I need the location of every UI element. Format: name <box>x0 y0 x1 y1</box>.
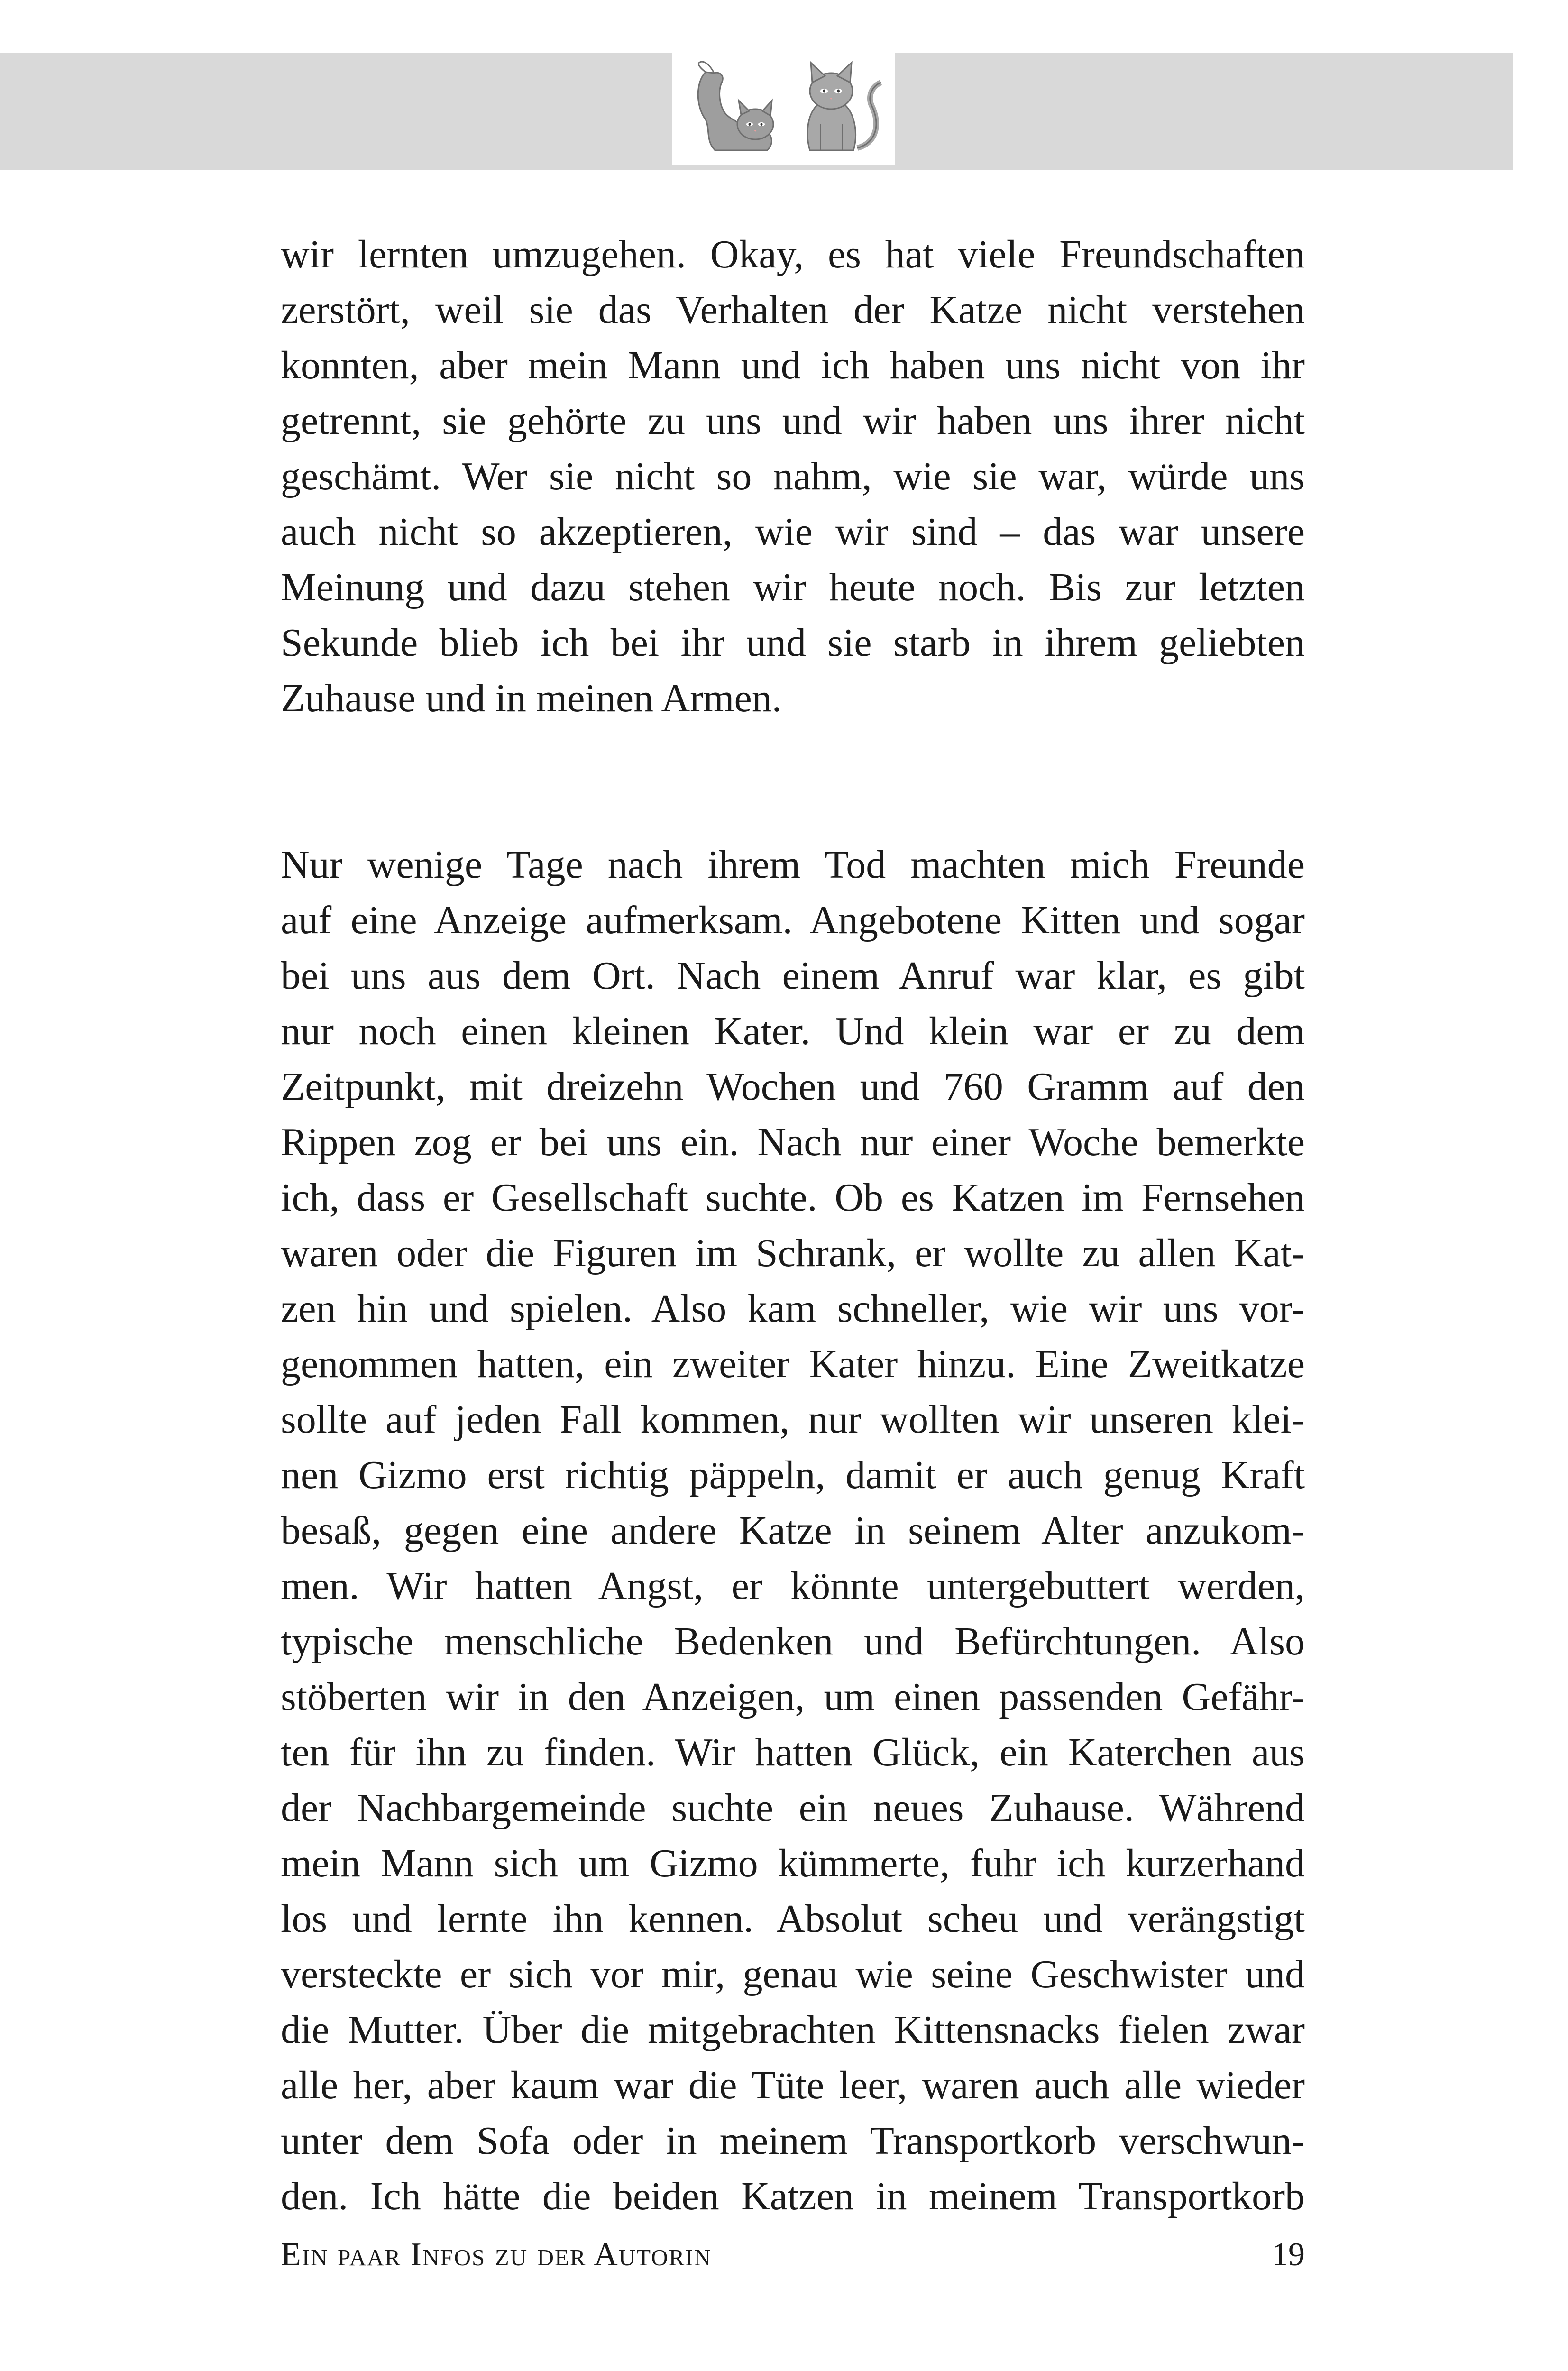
paragraph <box>281 837 1305 2224</box>
text-line: Meinung und dazu stehen wir heute noch. Bis zur letzten <box>281 565 1305 609</box>
text-line: los und lernte ihn kennen. Absolut scheu und verängstigt <box>281 1897 1305 1941</box>
text-line: getrennt, sie gehörte zu uns und wir haben uns ihrer nicht <box>281 399 1305 443</box>
text-line: Nur wenige Tage nach ihrem Tod machten mich Freunde <box>281 843 1305 887</box>
paragraph <box>281 227 1305 726</box>
text-line: ten für ihn zu finden. Wir hatten Glück, ein Katerchen aus <box>281 1730 1305 1774</box>
text-line: unter dem Sofa oder in meinem Transportkorb verschwun- <box>281 2119 1305 2163</box>
text-line: waren oder die Figuren im Schrank, er wollte zu allen Kat- <box>281 1231 1305 1275</box>
paragraph-gap <box>281 726 1305 837</box>
text-line: auch nicht so akzeptieren, wie wir sind – das war unsere <box>281 510 1305 554</box>
text-line: wir lernten umzugehen. Okay, es hat viele Freundschaften <box>281 232 1305 276</box>
text-line: Rippen zog er bei uns ein. Nach nur einer Woche bemerkte <box>281 1120 1305 1164</box>
page-number: 19 <box>1272 2236 1305 2273</box>
text-line: Sekunde blieb ich bei ihr und sie starb in ihrem geliebten <box>281 621 1305 665</box>
header-emblem <box>672 53 895 165</box>
two-cats-icon <box>672 53 895 165</box>
text-line: alle her, aber kaum war die Tüte leer, waren auch alle wieder <box>281 2063 1305 2107</box>
text-line: stöberten wir in den Anzeigen, um einen passenden Gefähr- <box>281 1675 1305 1719</box>
text-line: bei uns aus dem Ort. Nach einem Anruf war klar, es gibt <box>281 954 1305 998</box>
text-line: men. Wir hatten Angst, er könnte untergebuttert werden, <box>281 1564 1305 1608</box>
text-line: typische menschliche Bedenken und Befürchtungen. Also <box>281 1619 1305 1663</box>
text-line: nen Gizmo erst richtig päppeln, damit er auch genug Kraft <box>281 1453 1305 1497</box>
text-line: konnten, aber mein Mann und ich haben uns nicht von ihr <box>281 343 1305 387</box>
body-text <box>281 227 1305 2224</box>
text-line: versteckte er sich vor mir, genau wie seine Geschwister und <box>281 1952 1305 1996</box>
text-line: besaß, gegen eine andere Katze in seinem Alter anzukom- <box>281 1508 1305 1553</box>
text-line: mein Mann sich um Gizmo kümmerte, fuhr ich kurzerhand <box>281 1841 1305 1885</box>
page-footer <box>281 2229 1305 2281</box>
text-line: der Nachbargemeinde suchte ein neues Zuhause. Während <box>281 1786 1305 1830</box>
text-line: die Mutter. Über die mitgebrachten Kittensnacks fielen zwar <box>281 2008 1305 2052</box>
text-line: Zuhause und in meinen Armen. <box>281 676 782 720</box>
text-line: zerstört, weil sie das Verhalten der Katze nicht verstehen <box>281 288 1305 332</box>
text-line: genommen hatten, ein zweiter Kater hinzu. Eine Zweitkatze <box>281 1342 1305 1386</box>
text-line: sollte auf jeden Fall kommen, nur wollten wir unseren klei- <box>281 1397 1305 1442</box>
text-line: zen hin und spielen. Also kam schneller, wie wir uns vor- <box>281 1287 1305 1331</box>
text-line: Zeitpunkt, mit dreizehn Wochen und 760 Gramm auf den <box>281 1065 1305 1109</box>
running-head: Ein paar Infos zu der Autorin <box>281 2236 712 2273</box>
text-line: den. Ich hätte die beiden Katzen in meinem Transportkorb <box>281 2174 1305 2218</box>
text-line: nur noch einen kleinen Kater. Und klein war er zu dem <box>281 1009 1305 1053</box>
text-line: geschämt. Wer sie nicht so nahm, wie sie war, würde uns <box>281 454 1305 498</box>
text-line: auf eine Anzeige aufmerksam. Angebotene Kitten und sogar <box>281 898 1305 942</box>
text-line: ich, dass er Gesellschaft suchte. Ob es Katzen im Fernsehen <box>281 1176 1305 1220</box>
